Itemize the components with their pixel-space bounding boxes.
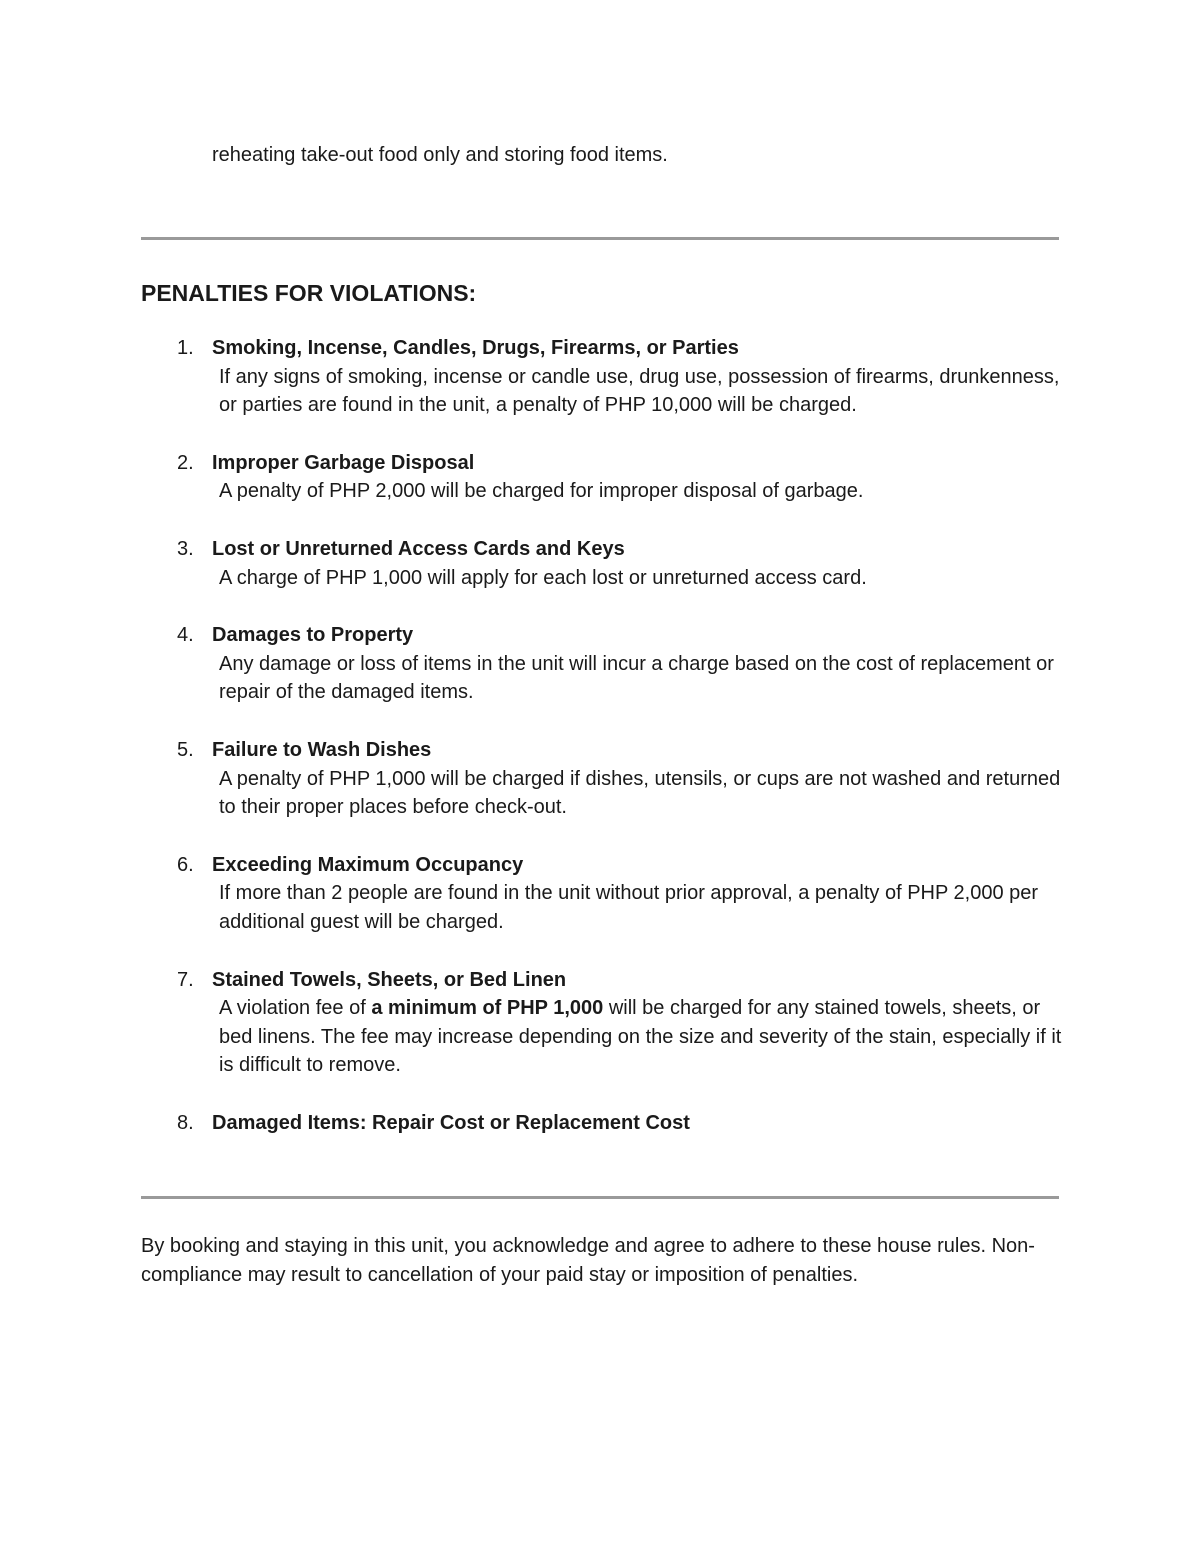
penalty-number: 7.	[177, 968, 194, 991]
penalty-title: Damages to Property	[212, 624, 414, 647]
penalty-description: Any damage or loss of items in the unit will incur a charge based on the cost of replacement or repair of the damaged items.	[219, 652, 1054, 704]
penalty-title: Stained Towels, Sheets, or Bed Linen	[212, 968, 567, 991]
divider-bottom	[141, 1196, 1059, 1199]
penalty-item-2	[0, 449, 1062, 506]
penalty-number: 8.	[177, 1111, 194, 1134]
penalty-number: 4.	[177, 624, 194, 647]
penalties-list	[0, 334, 1200, 1166]
penalty-item-8	[0, 1109, 1062, 1138]
penalty-item-6	[0, 851, 1062, 937]
penalty-number: 6.	[177, 853, 194, 876]
penalty-description-emphasis: a minimum of PHP 1,000	[371, 997, 604, 1020]
penalty-item-4	[0, 621, 1062, 707]
penalty-description-after: will be charged for any stained towels, sheets, or bed linens. The fee may increase depending on the size and severity of the stain, especially if it is difficult to remove.	[219, 997, 1062, 1077]
penalty-title: Improper Garbage Disposal	[212, 451, 475, 474]
penalty-title: Failure to Wash Dishes	[212, 738, 432, 761]
penalty-number: 1.	[177, 337, 194, 359]
penalty-description-before: A violation fee of	[219, 997, 372, 1020]
penalty-description: If more than 2 people are found in the unit without prior approval, a penalty of PHP 2,000 per additional guest will be charged.	[219, 882, 1039, 933]
penalty-description: A charge of PHP 1,000 will apply for each lost or unreturned access card.	[219, 566, 867, 589]
penalty-description: If any signs of smoking, incense or candle use, drug use, possession of firearms, drunkenness, or parties are found in the unit, a penalty of PHP 10,000 will be charged.	[219, 365, 1060, 417]
penalty-item-7	[0, 966, 1062, 1080]
penalty-item-3	[0, 535, 1062, 592]
penalty-item-5	[0, 736, 1062, 822]
section-heading: PENALTIES FOR VIOLATIONS:	[141, 280, 477, 306]
divider-top	[141, 237, 1059, 240]
penalty-title: Exceeding Maximum Occupancy	[212, 853, 524, 876]
penalty-item-1	[0, 334, 1062, 420]
continuation-text: reheating take-out food only and storing food items.	[212, 144, 668, 166]
penalty-title: Smoking, Incense, Candles, Drugs, Firearms, or Parties	[212, 337, 739, 359]
penalty-number: 5.	[177, 738, 194, 761]
penalty-title: Damaged Items: Repair Cost or Replacement Cost	[212, 1111, 690, 1134]
penalty-number: 3.	[177, 537, 194, 560]
penalty-description: A penalty of PHP 1,000 will be charged if dishes, utensils, or cups are not washed and returned to their proper places before check-out.	[219, 767, 1061, 819]
penalty-number: 2.	[177, 451, 194, 474]
penalty-description: A penalty of PHP 2,000 will be charged for improper disposal of garbage.	[219, 480, 864, 503]
penalty-title: Lost or Unreturned Access Cards and Keys	[212, 537, 625, 560]
penalty-description	[212, 994, 1062, 1080]
closing-acknowledgement: By booking and staying in this unit, you acknowledge and agree to adhere to these house rules. Non-compliance may result to cancellation of your paid stay or imposition of penalties.	[141, 1235, 1035, 1286]
